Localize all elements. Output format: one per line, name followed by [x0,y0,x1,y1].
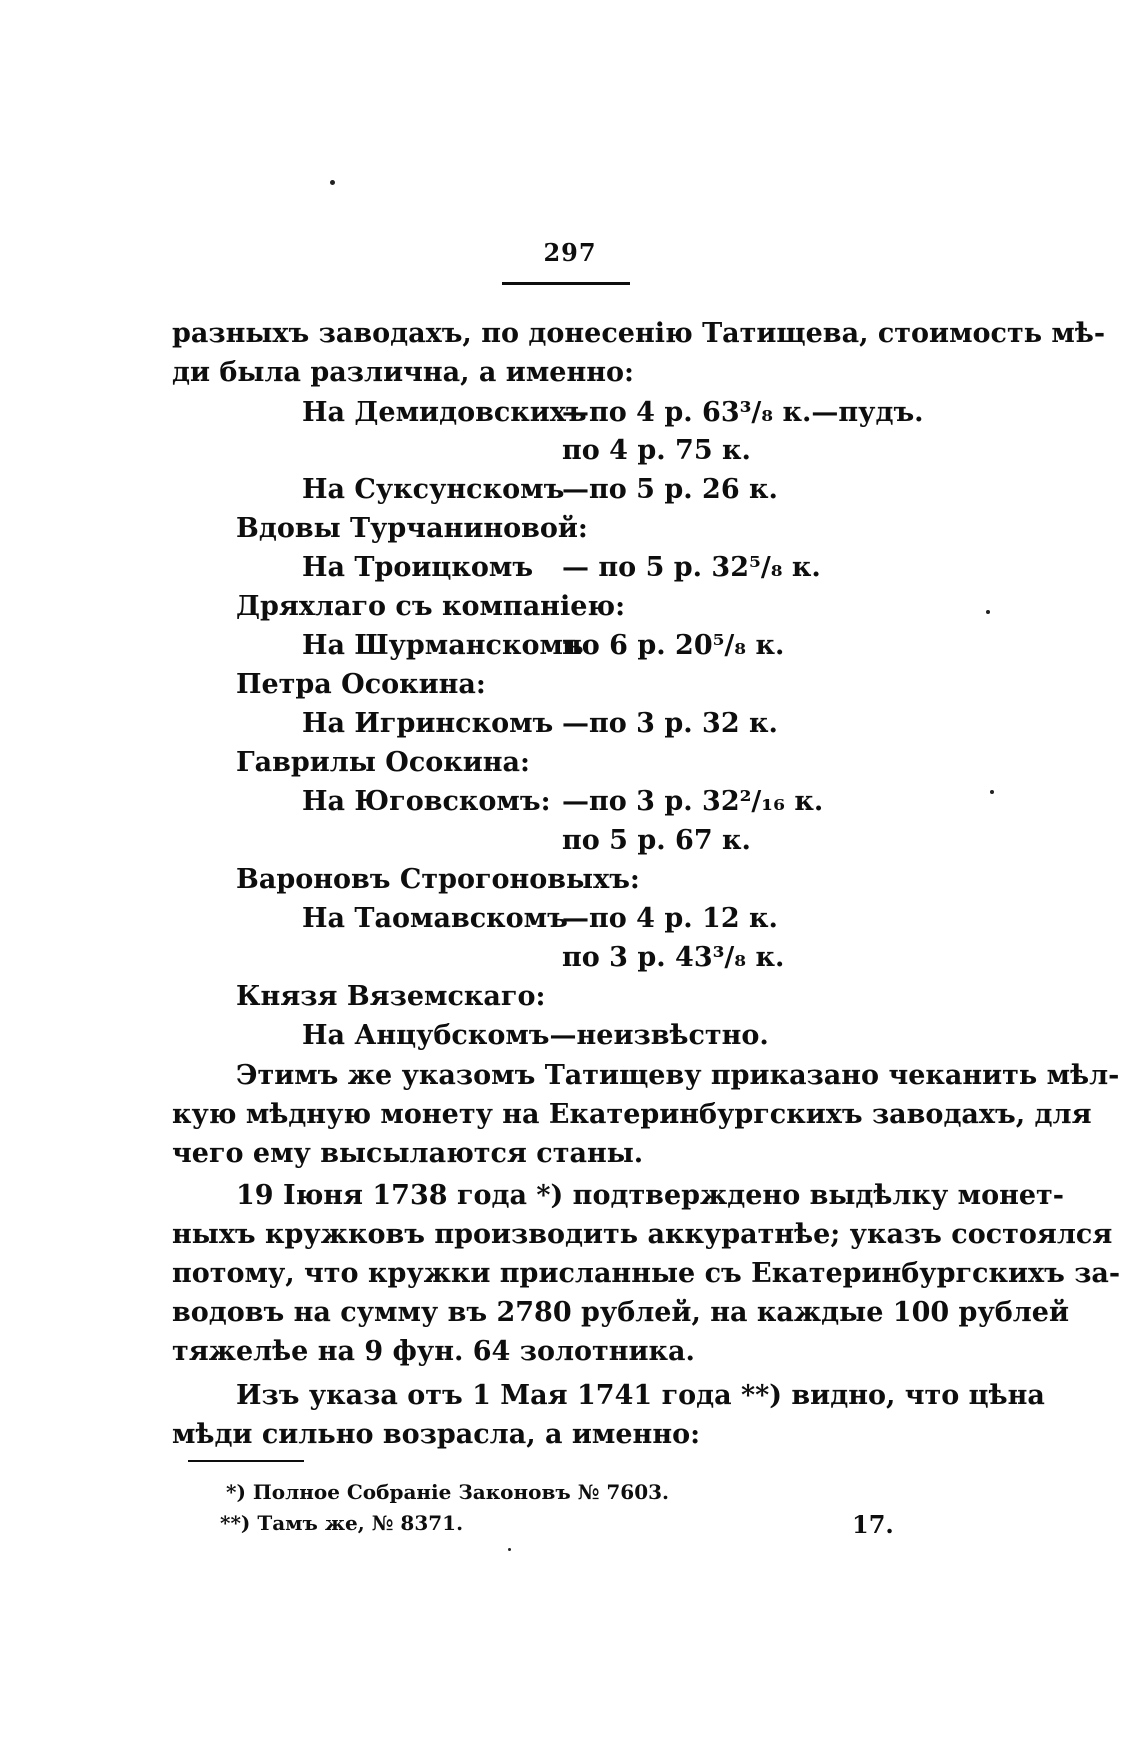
footnote-2: **) Тамъ же, № 8371. [220,1511,464,1535]
row-label-demidov: На Демидовскихъ [302,397,587,428]
row-label-igrin: На Игринскомъ [302,708,554,739]
owner-petr-osokin: Петра Осокина: [236,669,486,700]
para1-line-1: Этимъ же указомъ Татищеву приказано чеканить мѣл- [236,1060,1120,1091]
owner-gavrila-osokin: Гаврилы Осокина: [236,747,531,778]
para2-line-1: 19 Іюня 1738 года *) подтверждено выдѣлку монет- [236,1180,1064,1211]
para1-line-2: кую мѣдную монету на Екатеринбургскихъ заводахъ, для [172,1099,1092,1130]
row-price-yugov-1: —по 3 р. 32²/₁₆ к. [562,786,824,817]
row-label-antsub: На Анцубскомъ—неизвѣстно. [302,1020,769,1051]
owner-stroganov: Вароновъ Строгоновыхъ: [236,864,640,895]
para2-line-5: тяжелѣе на 9 фун. 64 золотника. [172,1336,695,1367]
intro-line-2: ди была различна, а именно: [172,357,634,388]
para2-line-3: потому, что кружки присланные съ Екатеринбургскихъ за- [172,1258,1121,1289]
row-price-troitsk: — по 5 р. 32⁵/₈ к. [562,552,821,583]
scan-speck [330,180,335,185]
row-price-demidov-2: по 4 р. 75 к. [562,435,751,466]
scan-speck [508,1548,511,1551]
row-label-taomav: На Таомавскомъ [302,903,568,934]
scan-speck [990,790,994,794]
row-label-shurman: На Шурманскомъ [302,630,584,661]
para2-line-4: водовъ на сумму въ 2780 рублей, на каждые 100 рублей [172,1297,1069,1328]
row-price-shurman: по 6 р. 20⁵/₈ к. [562,630,785,661]
intro-line-1: разныхъ заводахъ, по донесенію Татищева, стоимость мѣ- [172,318,1106,349]
owner-vyazemsky: Князя Вяземскаго: [236,981,546,1012]
para1-line-3: чего ему высылаются станы. [172,1138,644,1169]
para2-line-2: ныхъ кружковъ производить аккуратнѣе; указъ состоялся [172,1219,1113,1250]
row-price-yugov-2: по 5 р. 67 к. [562,825,751,856]
para3-line-1: Изъ указа отъ 1 Мая 1741 года **) видно, что цѣна [236,1380,1045,1411]
row-label-troitsk: На Троицкомъ [302,552,534,583]
row-label-yugov: На Юговскомъ: [302,786,551,817]
footnote-rule [188,1460,304,1462]
row-price-taomav-2: по 3 р. 43³/₈ к. [562,942,785,973]
row-label-suksun: На Суксунскомъ [302,474,565,505]
scan-speck [986,610,990,614]
footnote-1: *) Полное Собраніе Законовъ № 7603. [226,1480,670,1504]
row-price-suksun: —по 5 р. 26 к. [562,474,778,505]
page-number: 297 [543,238,597,267]
row-price-taomav-1: —по 4 р. 12 к. [562,903,778,934]
signature-mark: 17. [852,1510,894,1539]
row-price-igrin: —по 3 р. 32 к. [562,708,778,739]
owner-dryakhlago: Дряхлаго съ компаніею: [236,591,626,622]
para3-line-2: мѣди сильно возрасла, а именно: [172,1419,701,1450]
page-number-underline [502,282,630,285]
owner-turchaninova: Вдовы Турчаниновой: [236,513,588,544]
row-price-demidov-1: —по 4 р. 63³/₈ к.—пудъ. [562,397,924,428]
